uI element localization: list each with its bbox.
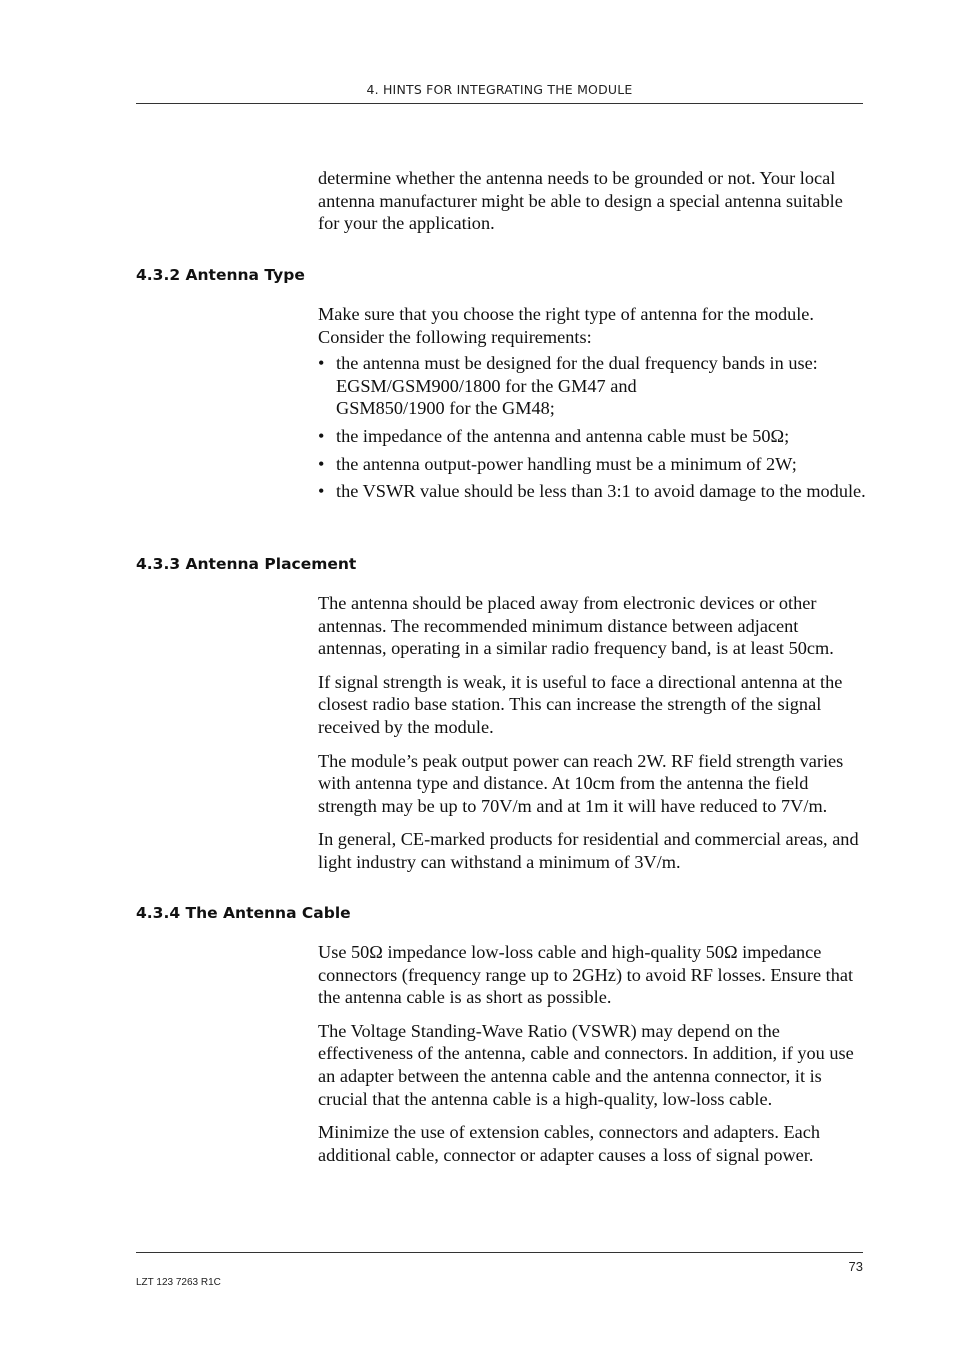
list-item	[318, 453, 866, 476]
antenna-type-block	[318, 303, 866, 503]
antenna-placement-block	[318, 592, 866, 874]
intro-block	[318, 167, 866, 235]
list-item	[318, 352, 866, 420]
list-item-text: the impedance of the antenna and antenna cable must be 50Ω;	[336, 425, 790, 446]
bullet-icon: •	[318, 425, 325, 446]
bullet-icon: •	[318, 453, 325, 474]
cable-paragraph-2: The Voltage Standing-Wave Ratio (VSWR) may depend on the effectiveness of the antenna, cable and connectors. In addition, if you use an adapter between the antenna cable and the antenna connector, it is crucial that the antenna cable is a high-quality, low-loss cable.	[318, 1020, 854, 1109]
list-item-text: the antenna must be designed for the dual frequency bands in use:	[336, 353, 818, 374]
list-item	[318, 480, 866, 503]
antenna-type-paragraph: Make sure that you choose the right type of antenna for the module. Consider the following requirements:	[318, 304, 814, 347]
list-item-text: the antenna output-power handling must be a minimum of 2W;	[336, 453, 797, 474]
placement-paragraph-3: The module’s peak output power can reach 2W. RF field strength varies with antenna type and distance. At 10cm from the antenna the field strength may be up to 70V/m and at 1m it will have reduced to 7V/m.	[318, 750, 844, 816]
list-item-text: GSM850/1900 for the GM48;	[336, 398, 555, 419]
list-item	[318, 425, 866, 448]
page-number: 73	[848, 1259, 863, 1274]
section-heading-antenna-type: 4.3.2 Antenna Type	[136, 266, 305, 284]
requirements-list	[318, 352, 866, 503]
bullet-icon: •	[318, 353, 325, 374]
antenna-cable-block	[318, 941, 866, 1166]
cable-paragraph-3: Minimize the use of extension cables, connectors and adapters. Each additional cable, connector or adapter causes a loss of signal power.	[318, 1122, 821, 1165]
section-heading-antenna-cable: 4.3.4 The Antenna Cable	[136, 904, 351, 922]
header-rule	[136, 103, 863, 104]
running-head: 4. HINTS FOR INTEGRATING THE MODULE	[366, 82, 633, 97]
placement-paragraph-2: If signal strength is weak, it is useful to face a directional antenna at the closest radio base station. This can increase the strength of the signal received by the module.	[318, 671, 843, 737]
document-id: LZT 123 7263 R1C	[136, 1277, 221, 1288]
bullet-icon: •	[318, 481, 325, 502]
placement-paragraph-4: In general, CE-marked products for residential and commercial areas, and light industry can withstand a minimum of 3V/m.	[318, 829, 859, 872]
list-item-text: the VSWR value should be less than 3:1 to avoid damage to the module.	[336, 481, 866, 502]
section-heading-antenna-placement: 4.3.3 Antenna Placement	[136, 555, 357, 573]
placement-paragraph-1: The antenna should be placed away from electronic devices or other antennas. The recommended minimum distance between adjacent antennas, operating in a similar radio frequency band, is at least 50cm.	[318, 593, 834, 659]
cable-paragraph-1: Use 50Ω impedance low-loss cable and high-quality 50Ω impedance connectors (frequency range up to 2GHz) to avoid RF losses. Ensure that the antenna cable is as short as possible.	[318, 942, 854, 1008]
intro-paragraph: determine whether the antenna needs to be grounded or not. Your local antenna manufacturer might be able to design a special antenna suitable for your the application.	[318, 168, 843, 234]
list-item-text: EGSM/GSM900/1800 for the GM47 and	[336, 375, 637, 396]
footer-rule	[136, 1252, 863, 1253]
